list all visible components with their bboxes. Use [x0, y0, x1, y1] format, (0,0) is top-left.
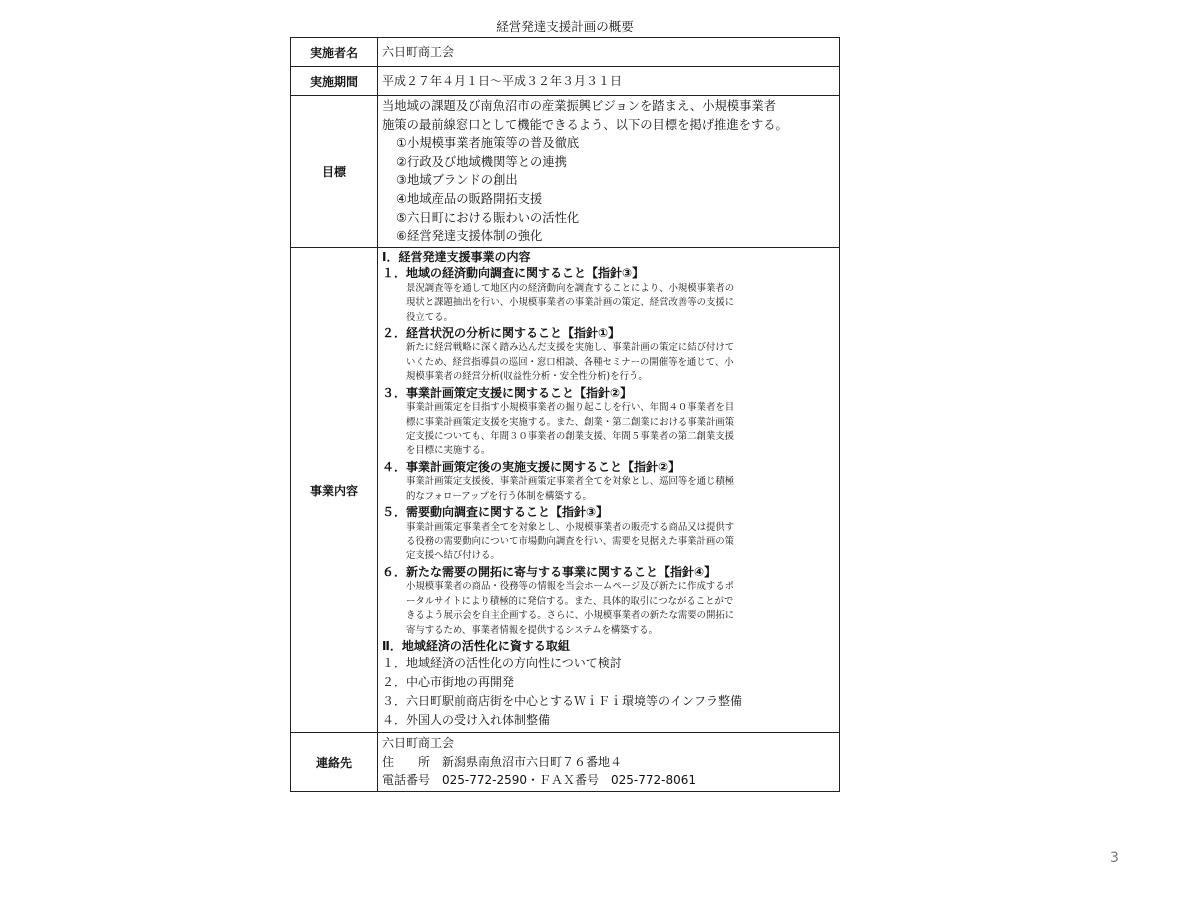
- content-item-heading: ５．需要動向調査に関すること【指針③】: [382, 505, 609, 520]
- goal-item: ⑥経営発達支援体制の強化: [396, 229, 543, 244]
- activation-item: ４．外国人の受け入れ体制整備: [382, 713, 551, 728]
- content-item-desc: [382, 521, 839, 564]
- document-title: 経営発達支援計画の概要: [496, 19, 634, 34]
- desc-line: 役立てる。: [406, 311, 453, 323]
- activation-item: ２．中心市街地の再開発: [382, 675, 515, 690]
- desc-line: 寄与するため、事業者情報を提供するシステムを構築する。: [406, 624, 658, 636]
- goal-item: ②行政及び地域機関等との連携: [396, 154, 567, 169]
- period-label: 実施期間: [291, 67, 378, 96]
- contact-body: [378, 733, 839, 791]
- content-body: [378, 248, 839, 733]
- goal-item: ⑤六日町における賑わいの活性化: [396, 210, 580, 225]
- content-item-heading: １．地域の経済動向調査に関すること【指針③】: [382, 266, 645, 281]
- section-heading: Ⅰ．経営発達支援事業の内容: [382, 249, 531, 264]
- activation-item: １．地域経済の活性化の方向性について検討: [382, 656, 622, 671]
- content-item-desc: [382, 401, 839, 459]
- content-item-desc: [382, 282, 839, 325]
- row-period: [291, 67, 840, 96]
- row-goal: [291, 96, 840, 248]
- plan-summary-table: [290, 37, 840, 792]
- desc-line: 的なフォローアップを行う体制を構築する。: [406, 490, 592, 502]
- desc-line: る役務の需要動向について市場動向調査を行い、需要を見据えた事業計画の策: [406, 536, 734, 548]
- desc-line: きるよう展示会を自主企画する。さらに、小規模事業者の新たな需要の開拓に: [406, 610, 735, 622]
- contact-phone: 電話番号 025-772-2590・ＦＡＸ番号 025-772-8061: [382, 773, 697, 788]
- content-label: 事業内容: [291, 247, 378, 733]
- desc-line: 定支援へ結び付ける。: [406, 550, 500, 562]
- goal-item: ④地域産品の販路開拓支援: [396, 191, 543, 206]
- desc-line: 規模事業者の経営分析(収益性分析・安全性分析)を行う。: [406, 371, 648, 383]
- content-item-desc: [382, 580, 839, 638]
- row-contact: [291, 733, 840, 792]
- desc-line: 新たに経営戦略に深く踏み込んだ支援を実施し、事業計画の策定に結び付けて: [406, 342, 735, 354]
- desc-line: いくため、経営指導員の巡回・窓口相談、各種セミナーの開催等を通じて、小: [406, 356, 734, 368]
- period-value: 平成２７年４月１日〜平成３２年３月３１日: [382, 74, 623, 88]
- desc-line: 標に事業計画策定支援を実施する。また、創業・第二創業における事業計画策: [406, 416, 735, 428]
- content-item-heading: ３．事業計画策定支援に関すること【指針②】: [382, 385, 633, 400]
- goal-intro-line: 当地域の課題及び南魚沼市の産業振興ビジョンを踏まえ、小規模事業者: [382, 99, 776, 113]
- goal-content: [378, 96, 839, 247]
- contact-org: 六日町商工会: [382, 736, 455, 751]
- goal-label: 目標: [291, 96, 378, 248]
- desc-line: 現状と課題抽出を行い、小規模事業者の事業計画の策定、経営改善等の支援に: [406, 297, 735, 309]
- row-content: [291, 247, 840, 733]
- desc-line: 小規模事業者の商品・役務等の情報を当会ホームページ及び新たに作成するポ: [406, 581, 734, 593]
- content-item-heading: ２．経営状況の分析に関すること【指針①】: [382, 325, 621, 340]
- content-item-desc: [382, 475, 839, 504]
- row-implementer: [291, 38, 840, 67]
- desc-line: 景況調査等を通して地区内の経済動向を調査することにより、小規模事業者の: [406, 282, 735, 294]
- goal-item: ①小規模事業者施策等の普及徹底: [396, 136, 580, 151]
- content-item-heading: ４．事業計画策定後の実施支援に関すること【指針②】: [382, 459, 681, 474]
- activation-item: ３．六日町駅前商店街を中心とするＷｉＦｉ環境等のインフラ整備: [382, 694, 743, 709]
- desc-line: 事業計画策定支援後、事業計画策定事業者全てを対象とし、巡回等を通じ積極: [406, 476, 735, 488]
- desc-line: 定支援についても、年間３０事業者の創業支援、年間５事業者の第二創業支援: [406, 431, 734, 442]
- content-item-heading: ６．新たな需要の開拓に寄与する事業に関すること【指針④】: [382, 564, 717, 579]
- contact-address: 住 所 新潟県南魚沼市六日町７６番地４: [382, 754, 623, 769]
- content-item-desc: [382, 341, 839, 384]
- goal-intro-line: 施策の最前線窓口として機能できるよう、以下の目標を掲げ推進をする。: [382, 117, 788, 132]
- desc-line: ータルサイトにより積極的に発信する。また、具体的取引につながることがで: [406, 595, 734, 607]
- section-heading: Ⅱ．地域経済の活性化に資する取組: [382, 638, 570, 653]
- desc-line: を目標に実施する。: [406, 445, 491, 457]
- contact-label: 連絡先: [291, 733, 378, 792]
- implementer-value: 六日町商工会: [382, 45, 455, 59]
- goal-item: ③地域ブランドの創出: [396, 173, 518, 188]
- page-number: 3: [1110, 850, 1119, 866]
- desc-line: 事業計画策定事業者全てを対象とし、小規模事業者の販売する商品又は提供す: [406, 521, 735, 533]
- desc-line: 事業計画策定を目指す小規模事業者の掘り起こしを行い、年間４０事業者を目: [406, 402, 735, 414]
- implementer-label: 実施者名: [291, 38, 378, 67]
